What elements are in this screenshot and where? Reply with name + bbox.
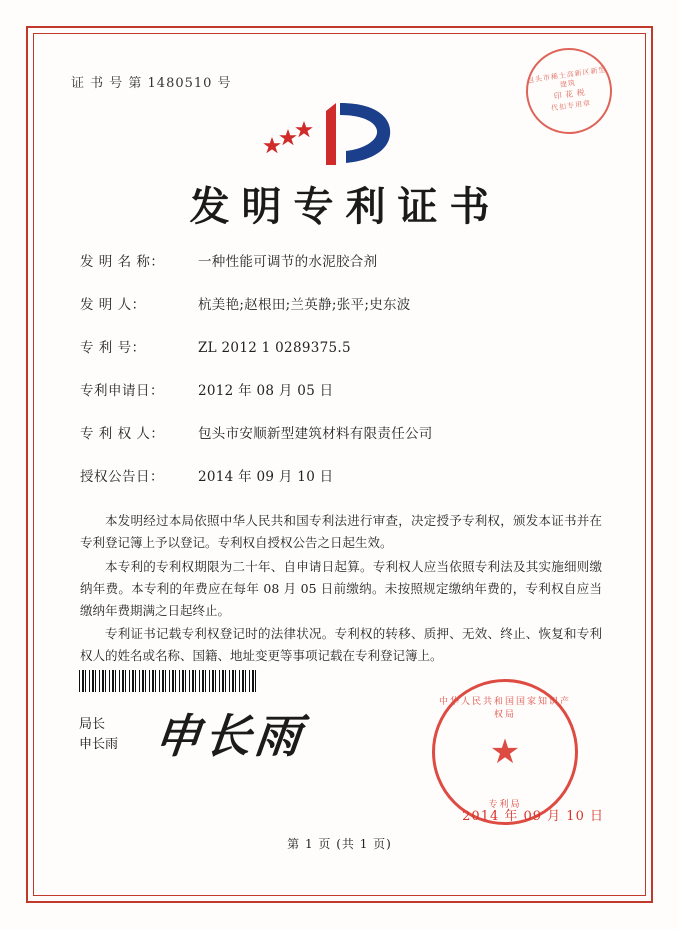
page-footer: 第 1 页 (共 1 页) xyxy=(287,837,392,851)
field-value: 2012 年 08 月 05 日 xyxy=(198,383,334,399)
official-seal-arc-top: 中华人民共和国国家知识产权局 xyxy=(438,697,571,720)
field-label: 专利申请日： xyxy=(80,383,164,399)
legal-paragraph: 本发明经过本局依照中华人民共和国专利法进行审查，决定授予专利权，颁发本证书并在专利登记簿上予以登记。专利权自授权公告之日起生效。 xyxy=(80,513,602,550)
field-label: 发 明 人： xyxy=(80,297,146,313)
field-label: 专 利 号： xyxy=(80,340,146,356)
certificate-number: 证 书 号 第 1480510 号 xyxy=(71,76,232,91)
patent-office-emblem-icon xyxy=(45,93,634,175)
field-value: ZL 2012 1 0289375.5 xyxy=(198,340,351,356)
field-label: 发 明 名 称： xyxy=(80,254,165,270)
star-icon: ★ xyxy=(489,732,521,772)
field-row xyxy=(80,422,604,442)
field-row xyxy=(80,336,604,356)
field-row xyxy=(80,250,604,270)
field-value: 一种性能可调节的水泥胶合剂 xyxy=(198,254,378,270)
signature-role: 局长 xyxy=(79,717,106,732)
official-seal xyxy=(432,679,578,825)
field-value: 杭美艳;赵根田;兰英静;张平;史东波 xyxy=(198,297,411,313)
field-row xyxy=(80,465,604,485)
field-value: 包头市安顺新型建筑材料有限责任公司 xyxy=(198,426,433,442)
field-label: 授权公告日： xyxy=(80,469,164,485)
field-list xyxy=(80,250,604,508)
seal-date: 2014 年 09 月 10 日 xyxy=(462,809,604,824)
certificate-content xyxy=(45,45,634,884)
field-row xyxy=(80,379,604,399)
signature-name: 申长雨 xyxy=(79,737,119,753)
handwritten-signature: 申长雨 xyxy=(151,709,308,763)
legal-text xyxy=(80,510,602,669)
legal-paragraph: 专利证书记载专利权登记时的法律状况。专利权的转移、质押、无效、终止、恢复和专利权人的姓名或名称、国籍、地址变更等事项记载在专利登记簿上。 xyxy=(80,626,602,664)
barcode xyxy=(79,670,259,692)
tax-stamp-middle: 印 花 税 xyxy=(553,88,586,102)
tax-stamp-arc-top: 包头市稀土高新区新型建筑 xyxy=(526,65,607,89)
legal-paragraph: 本专利的专利权期限为二十年、自申请日起算。专利权人应当依照专利法及其实施细则缴纳年费。本专利的年费应在每年 08 月 05 日前缴纳。未按照规定缴纳年费的，专利权自应当缴纳年费期满之日起终止。 xyxy=(80,558,602,618)
page-title: 发明专利证书 xyxy=(189,183,502,230)
tax-stamp-line3: 代扣专用章 xyxy=(550,99,592,113)
field-row xyxy=(80,293,604,313)
official-seal-arc-bottom: 专利局 xyxy=(488,800,522,810)
field-label: 专 利 权 人： xyxy=(80,426,165,442)
field-value: 2014 年 09 月 10 日 xyxy=(198,469,334,485)
signature-block xyxy=(79,715,118,755)
